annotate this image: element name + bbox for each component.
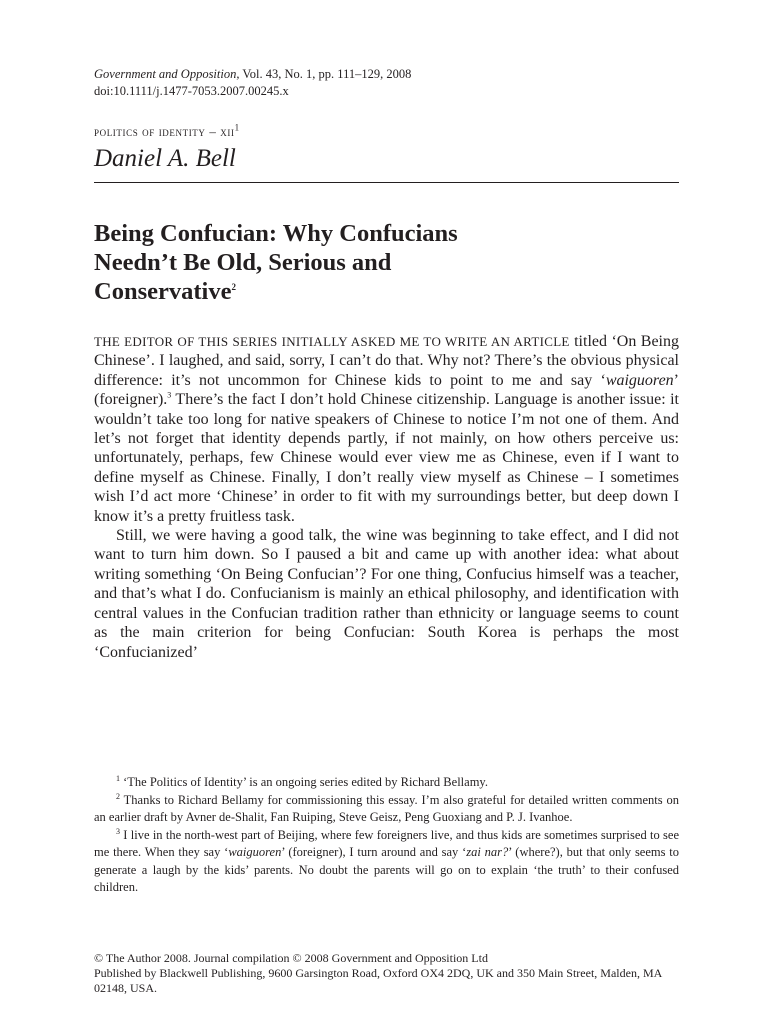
- footnote-3-italic-1: waiguoren: [228, 845, 282, 859]
- paragraph-1-lead-caps: THE EDITOR OF THIS SERIES INITIALLY ASKED ME TO WRITE AN ARTICLE: [94, 334, 570, 349]
- title-footnote-marker[interactable]: 2: [231, 281, 236, 292]
- journal-name: Government and Opposition,: [94, 67, 240, 81]
- footnote-3-italic-2: zai nar?: [466, 845, 509, 859]
- title-line-1: Being Confucian: Why Confucians: [94, 220, 458, 247]
- footnote-2: [94, 792, 679, 827]
- paragraph-2: Still, we were having a good talk, the wine was beginning to take effect, and I did not want to turn him down. So I paused a bit and came up with another idea: what about writing something ‘On Being Confucian’? For one thing, Confucius himself was a teacher, and that’s what I do. Confucianism is mainly an ethical philosophy, and identification with central values in the Confucian tradition rather than ethnicity or language seems to count as the main criterion for being Confucian: South Korea is perhaps the most ‘Confucianized’: [94, 527, 679, 661]
- journal-volume: Vol. 43, No. 1, pp. 111–129, 2008: [239, 67, 412, 81]
- footnote-1-text: ‘The Politics of Identity’ is an ongoing series edited by Richard Bellamy.: [120, 775, 488, 789]
- series-name: politics of identity – xii: [94, 124, 235, 139]
- paragraph-1: [94, 332, 679, 526]
- article-title: [94, 219, 679, 306]
- footnote-2-marker: 2: [116, 791, 120, 801]
- copyright-line-2: Published by Blackwell Publishing, 9600 Garsington Road, Oxford OX4 2DQ, UK and 350 Main Street, Malden, MA 02148, USA.: [94, 966, 662, 995]
- series-footnote-marker[interactable]: 1: [234, 122, 240, 133]
- paragraph-1-text-a: titled ‘On Being Chinese’. I laughed, and said, sorry, I can’t do that. Why not? There’s the obvious physical difference: it’s not uncommon for Chinese kids to point to me and say ‘: [94, 333, 679, 389]
- footnote-3: [94, 827, 679, 897]
- footnote-1: [94, 774, 679, 792]
- doi-line: doi:10.1111/j.1477-7053.2007.00245.x: [94, 84, 289, 98]
- article-body: [94, 332, 679, 662]
- paragraph-1-text-c: There’s the fact I don’t hold Chinese citizenship. Language is another issue: it wouldn’t take too long for native speakers of Chinese to notice I’m not one of them. And let’s not forget that identity depends partly, if not mainly, on how others perceive us: unfortunately, perhaps, few Chinese would ever view me as Chinese, even if I want to define myself as Chinese. Finally, I don’t really view myself as Chinese – I sometimes wish I’d act more ‘Chinese’ in order to fit with my surroundings better, but deep down I know it’s a pretty fruitless task.: [94, 391, 679, 525]
- footnote-3-text-c: ’ (where?), but that only seems to generate a laugh by the kids’ parents. No doubt the parents will go on to explain ‘the truth’ to their confused children.: [94, 845, 680, 894]
- header-rule: [94, 182, 679, 183]
- paragraph-1-italic-term: waiguoren: [605, 371, 674, 389]
- footnote-2-text: Thanks to Richard Bellamy for commissioning this essay. I’m also grateful for detailed written comments on an earlier draft by Avner de-Shalit, Fan Ruiping, Steve Geisz, Peng Guoxiang and P. J. Ivanhoe.: [94, 792, 679, 824]
- copyright-line-1: © The Author 2008. Journal compilation © 2008 Government and Opposition Ltd: [94, 951, 488, 965]
- title-line-2: Needn’t Be Old, Serious and: [94, 249, 392, 276]
- author-name: Daniel A. Bell: [94, 145, 236, 172]
- copyright-block: [94, 951, 679, 996]
- footnote-3-marker: 3: [116, 826, 120, 836]
- title-line-3: [94, 277, 679, 306]
- footnotes: [94, 774, 679, 897]
- series-label: [94, 124, 679, 140]
- paragraph-1-footnote-marker[interactable]: 3: [167, 390, 172, 400]
- journal-citation: [94, 66, 679, 83]
- article-page: [94, 66, 679, 662]
- paragraph-1-text-b: ’ (foreigner).: [94, 371, 679, 409]
- title-line-3-text: Conservative: [94, 278, 232, 305]
- footnote-3-text-a: I live in the north-west part of Beijing, where few foreigners live, and thus kids are sometimes surprised to see me there. When they say ‘: [94, 827, 679, 859]
- footnote-1-marker: 1: [116, 773, 120, 783]
- footnote-3-text-b: ’ (foreigner), I turn around and say ‘: [281, 845, 467, 859]
